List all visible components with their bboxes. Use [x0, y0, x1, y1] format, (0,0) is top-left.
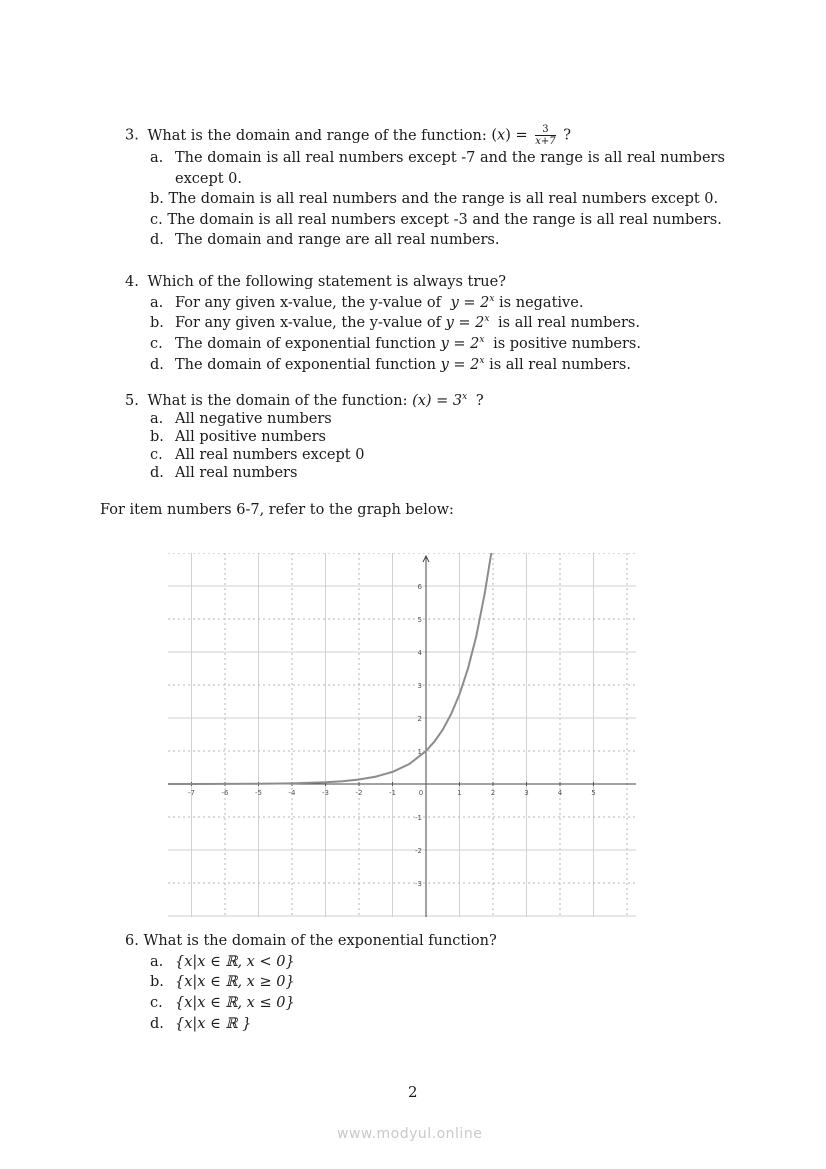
- y-tick-label: 2: [417, 715, 422, 723]
- q3-frac-num: 3: [535, 124, 555, 136]
- q6-option-a[interactable]: a. {x|x ∈ ℝ, x < 0}: [150, 954, 295, 970]
- q3-func-open: (: [491, 127, 497, 144]
- q4-option-a[interactable]: a. For any given x-value, the y-value of $y = 2^x$ is negative.: [150, 294, 584, 311]
- q6-option-c[interactable]: c. {x|x ∈ ℝ, x ≤ 0}: [150, 995, 295, 1011]
- q3-option-c[interactable]: c. The domain is all real numbers except -3 and the range is all real numbers.: [150, 212, 722, 228]
- q5-qmark: ?: [475, 393, 484, 409]
- q6-option-b[interactable]: b. {x|x ∈ ℝ, x ≥ 0}: [150, 974, 295, 990]
- x-tick-label: 3: [524, 789, 529, 797]
- y-tick-label: 6: [417, 583, 422, 591]
- q6-option-d[interactable]: d. {x|x ∈ ℝ }: [150, 1016, 252, 1032]
- q3-text: What is the domain and range of the function:: [147, 127, 487, 144]
- q5-func: (x) = 3: [412, 393, 463, 409]
- x-tick-label: -4: [288, 789, 296, 797]
- y-tick-label: -1: [415, 814, 422, 822]
- q3-func-close: ) =: [505, 127, 528, 144]
- q3-stem: [125, 124, 571, 147]
- q6-stem: [125, 933, 497, 949]
- q3-number: 3.: [125, 127, 139, 144]
- x-tick-label: -2: [355, 789, 363, 797]
- x-tick-label: 0: [418, 789, 424, 797]
- grid-lines: [168, 553, 636, 917]
- q4-number: 4.: [125, 274, 139, 290]
- q3-option-a-cont: except 0.: [175, 171, 243, 187]
- q5-option-d[interactable]: d. All real numbers: [150, 465, 298, 481]
- q3-qmark: ?: [563, 127, 571, 144]
- y-tick-label: 3: [417, 682, 422, 690]
- x-tick-label: 1: [457, 789, 462, 797]
- q6-text: What is the domain of the exponential function?: [143, 933, 497, 949]
- q5-stem: [125, 393, 484, 409]
- q4-stem: [125, 274, 506, 290]
- q3-option-a[interactable]: a. The domain is all real numbers except -7 and the range is all real numbers: [150, 150, 725, 166]
- axes: [168, 556, 636, 917]
- q5-option-c[interactable]: c. All real numbers except 0: [150, 447, 365, 463]
- y-tick-label: -2: [415, 847, 422, 855]
- refer-text: For item numbers 6-7, refer to the graph below:: [100, 502, 454, 518]
- x-tick-label: -3: [322, 789, 329, 797]
- watermark: www.modyul.online: [337, 1126, 483, 1142]
- tick-labels: [188, 583, 596, 888]
- q5-option-b[interactable]: b. All positive numbers: [150, 429, 326, 445]
- q3-fraction: [535, 124, 555, 147]
- q5-option-a[interactable]: a. All negative numbers: [150, 411, 332, 427]
- y-tick-label: 5: [417, 616, 422, 624]
- q4-option-d[interactable]: d. The domain of exponential function $y = 2^x$ is all real numbers.: [150, 356, 631, 373]
- q6-number: 6.: [125, 933, 139, 949]
- y-tick-label: 1: [417, 748, 422, 756]
- x-tick-label: -1: [389, 789, 396, 797]
- x-tick-label: -5: [255, 789, 262, 797]
- x-tick-label: -7: [188, 789, 195, 797]
- q4-text: Which of the following statement is always true?: [147, 274, 506, 290]
- x-tick-label: 2: [490, 789, 496, 797]
- q4-option-c[interactable]: c. The domain of exponential function $y = 2^x$ is positive numbers.: [150, 335, 641, 352]
- q4-option-b[interactable]: b. For any given x-value, the y-value of $y = 2^x$ is all real numbers.: [150, 314, 640, 331]
- q5-text: What is the domain of the function:: [147, 393, 408, 409]
- q3-func-var: x: [497, 127, 506, 144]
- page-number: 2: [408, 1083, 418, 1101]
- x-tick-label: -6: [221, 789, 229, 797]
- y-tick-label: -3: [415, 880, 422, 888]
- x-tick-label: 5: [591, 789, 596, 797]
- exponential-curve: [168, 553, 491, 784]
- q5-exp: x: [462, 392, 468, 402]
- q5-number: 5.: [125, 393, 139, 409]
- y-tick-label: 4: [417, 649, 422, 657]
- exponential-graph: [168, 553, 636, 917]
- q3-option-d[interactable]: d. The domain and range are all real numbers.: [150, 232, 500, 248]
- q3-option-b[interactable]: b. The domain is all real numbers and the range is all real numbers except 0.: [150, 191, 719, 207]
- x-tick-label: 4: [557, 789, 563, 797]
- q3-frac-den: x+7: [535, 136, 556, 147]
